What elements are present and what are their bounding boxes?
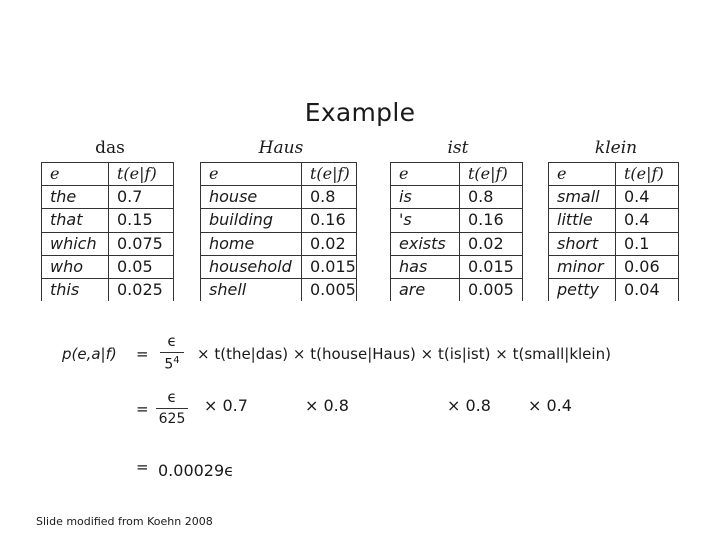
table-klein-header: klein bbox=[594, 138, 638, 158]
table-ist-header: ist bbox=[447, 138, 469, 158]
table-row bbox=[391, 209, 523, 232]
table-row bbox=[391, 186, 523, 209]
cell-t: 0.015 bbox=[460, 255, 523, 278]
fraction-2 bbox=[156, 388, 188, 427]
table-row bbox=[42, 209, 174, 232]
slide-title: Example bbox=[304, 98, 416, 127]
cell-e: minor bbox=[549, 255, 616, 278]
table-row bbox=[391, 232, 523, 255]
table-row bbox=[201, 232, 357, 255]
cell-t: 0.025 bbox=[109, 278, 174, 301]
cell-e: are bbox=[391, 278, 460, 301]
table-header-row bbox=[549, 163, 679, 186]
fraction-1-exponent: 4 bbox=[173, 355, 180, 366]
cell-t: 0.06 bbox=[616, 255, 679, 278]
cell-t: 0.4 bbox=[616, 186, 679, 209]
fraction-1-base: 5 bbox=[164, 356, 174, 373]
equation-line1-product: × t(the|das) × t(house|Haus) × t(is|ist) × t(small|klein) bbox=[197, 345, 611, 363]
factor-4: × 0.4 bbox=[528, 396, 572, 415]
cell-t: 0.015 bbox=[302, 255, 357, 278]
cell-t: 0.4 bbox=[616, 209, 679, 232]
cell-t: 0.075 bbox=[109, 232, 174, 255]
equals-sign-2: = bbox=[136, 400, 149, 418]
fraction-1-bar bbox=[160, 352, 184, 353]
table-row bbox=[549, 186, 679, 209]
table-row bbox=[42, 232, 174, 255]
table-row bbox=[391, 255, 523, 278]
cell-e: is bbox=[391, 186, 460, 209]
table-row bbox=[549, 232, 679, 255]
cell-e: little bbox=[549, 209, 616, 232]
table-row bbox=[201, 255, 357, 278]
table-haus bbox=[200, 138, 362, 301]
fraction-2-denominator: 625 bbox=[158, 411, 186, 427]
equals-sign-1: = bbox=[136, 345, 149, 363]
fraction-1-numerator: ϵ bbox=[167, 332, 177, 350]
cell-e: small bbox=[549, 186, 616, 209]
table-row bbox=[42, 255, 174, 278]
cell-e: household bbox=[201, 255, 302, 278]
fraction-2-bar bbox=[156, 408, 188, 409]
col-e-header: e bbox=[201, 163, 302, 186]
table-row bbox=[201, 186, 357, 209]
cell-e: which bbox=[42, 232, 109, 255]
table-row bbox=[391, 278, 523, 301]
cell-e: this bbox=[42, 278, 109, 301]
col-e-header: e bbox=[549, 163, 616, 186]
col-t-header: t(e|f) bbox=[302, 163, 357, 186]
translation-table-das bbox=[41, 162, 174, 301]
fraction-1-denominator bbox=[160, 355, 184, 373]
table-row bbox=[42, 278, 174, 301]
cell-t: 0.005 bbox=[460, 278, 523, 301]
cell-e: shell bbox=[201, 278, 302, 301]
table-haus-header: Haus bbox=[258, 138, 304, 158]
cell-t: 0.1 bbox=[616, 232, 679, 255]
table-row bbox=[201, 209, 357, 232]
cell-t: 0.8 bbox=[302, 186, 357, 209]
cell-t: 0.15 bbox=[109, 209, 174, 232]
table-header-row bbox=[42, 163, 174, 186]
col-e-header: e bbox=[391, 163, 460, 186]
cell-t: 0.05 bbox=[109, 255, 174, 278]
cell-e: house bbox=[201, 186, 302, 209]
cell-e: building bbox=[201, 209, 302, 232]
translation-table-haus bbox=[200, 162, 357, 301]
cell-t: 0.02 bbox=[302, 232, 357, 255]
table-ist bbox=[390, 138, 526, 301]
cell-e: exists bbox=[391, 232, 460, 255]
table-row bbox=[549, 209, 679, 232]
table-row bbox=[549, 278, 679, 301]
equation-result: 0.00029ϵ bbox=[158, 461, 235, 480]
cell-e: the bbox=[42, 186, 109, 209]
cell-e: who bbox=[42, 255, 109, 278]
table-header-row bbox=[201, 163, 357, 186]
col-e-header: e bbox=[42, 163, 109, 186]
table-header-row bbox=[391, 163, 523, 186]
cell-t: 0.04 bbox=[616, 278, 679, 301]
translation-table-klein bbox=[548, 162, 679, 301]
factor-2: × 0.8 bbox=[305, 396, 349, 415]
col-t-header: t(e|f) bbox=[109, 163, 174, 186]
cell-e: home bbox=[201, 232, 302, 255]
cell-e: that bbox=[42, 209, 109, 232]
fraction-1 bbox=[160, 332, 184, 373]
table-das bbox=[41, 138, 179, 301]
cell-e: 's bbox=[391, 209, 460, 232]
cell-e: short bbox=[549, 232, 616, 255]
cell-e: petty bbox=[549, 278, 616, 301]
equals-sign-3: = bbox=[136, 458, 149, 476]
cell-t: 0.16 bbox=[460, 209, 523, 232]
col-t-header: t(e|f) bbox=[616, 163, 679, 186]
cell-t: 0.005 bbox=[302, 278, 357, 301]
factor-3: × 0.8 bbox=[447, 396, 491, 415]
factor-1: × 0.7 bbox=[204, 396, 248, 415]
table-klein bbox=[548, 138, 684, 301]
cell-t: 0.8 bbox=[460, 186, 523, 209]
table-das-header: das bbox=[95, 138, 125, 158]
table-row bbox=[201, 278, 357, 301]
table-row bbox=[42, 186, 174, 209]
translation-table-ist bbox=[390, 162, 523, 301]
slide-footer: Slide modified from Koehn 2008 bbox=[36, 515, 213, 528]
cell-t: 0.02 bbox=[460, 232, 523, 255]
cell-t: 0.16 bbox=[302, 209, 357, 232]
table-row bbox=[549, 255, 679, 278]
col-t-header: t(e|f) bbox=[460, 163, 523, 186]
cell-t: 0.7 bbox=[109, 186, 174, 209]
fraction-2-numerator: ϵ bbox=[167, 388, 177, 406]
equation-lhs: p(e,a|f) bbox=[62, 345, 117, 363]
cell-e: has bbox=[391, 255, 460, 278]
